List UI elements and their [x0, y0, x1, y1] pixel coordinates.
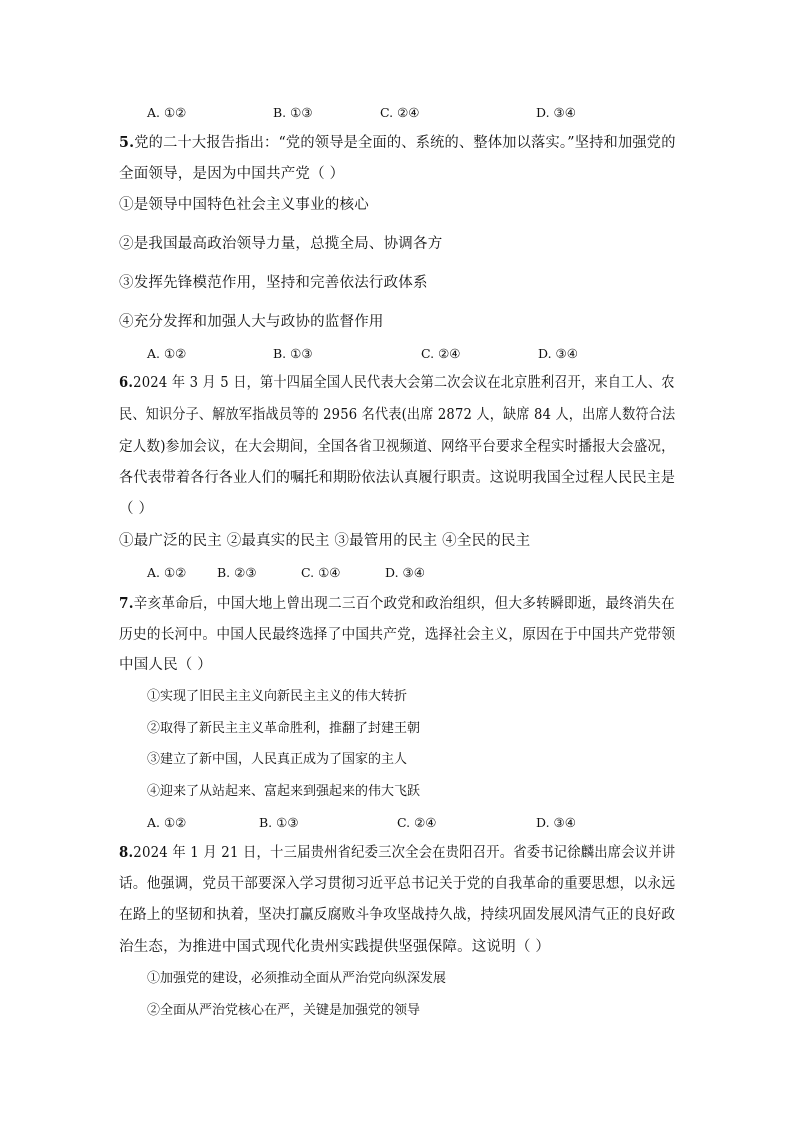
q7-item-4: ④迎来了从站起来、富起来到强起来的伟大飞跃 [147, 784, 421, 799]
q7-option-d: D. ③④ [536, 815, 576, 830]
q8-item-2: ②全面从严治党核心在严，关键是加强党的领导 [147, 1003, 421, 1018]
q4-option-d: D. ③④ [536, 105, 576, 120]
q7-stem-line-1: 7.辛亥革命后，中国大地上曾出现二三百个政党和政治组织，但大多转瞬即逝，最终消失在 [119, 595, 675, 612]
q5-item-2: ②是我国最高政治领导力量，总揽全局、协调各方 [119, 236, 443, 252]
q5-number: 5. [119, 134, 135, 151]
q7-option-b: B. ①③ [259, 815, 299, 830]
q8-item-1: ①加强党的建设，必须推动全面从严治党向纵深发展 [147, 971, 447, 986]
q6-items: ①最广泛的民主 ②最真实的民主 ③最管用的民主 ④全民的民主 [119, 533, 531, 549]
q6-option-a: A. ①② [147, 565, 187, 580]
q6-number: 6. [119, 374, 134, 391]
q6-stem-line-4: 各代表带着各行各业人们的嘱托和期盼依法认真履行职责。这说明我国全过程人民民主是 [119, 470, 676, 486]
q5-stem-line-2: 全面领导，是因为中国共产党（ ） [119, 166, 345, 182]
q5-item-4: ④充分发挥和加强人大与政协的监督作用 [119, 314, 384, 330]
q6-stem-line-5: （ ） [119, 501, 154, 517]
q6-stem-line-2: 民、知识分子、解放军指战员等的 2956 名代表(出席 2872 人，缺席 84 人，出席人数符合法 [119, 407, 676, 423]
q8-stem-line-3: 在路上的坚韧和执着，坚决打赢反腐败斗争攻坚战持久战，持续巩固发展风清气正的良好政 [119, 907, 676, 923]
q4-option-c: C. ②④ [380, 105, 420, 120]
q6-stem-line-1: 6.2024 年 3 月 5 日，第十四届全国人民代表大会第二次会议在北京胜利召开，来自工人、农 [119, 374, 675, 391]
q4-option-a: A. ①② [147, 105, 187, 120]
q7-item-3: ③建立了新中国，人民真正成为了国家的主人 [147, 752, 408, 767]
q8-stem-line-1: 8.2024 年 1 月 21 日，十三届贵州省纪委三次全会在贵阳召开。省委书记徐麟出席会议并讲 [119, 844, 676, 861]
q5-option-a: A. ①② [147, 346, 187, 361]
q5-option-c: C. ②④ [421, 346, 461, 361]
q6-option-c: C. ①④ [301, 565, 341, 580]
q6-option-d: D. ③④ [385, 565, 425, 580]
q5-option-d: D. ③④ [538, 346, 578, 361]
q6-option-b: B. ②③ [217, 565, 257, 580]
q7-item-1: ①实现了旧民主主义向新民主主义的伟大转折 [147, 689, 408, 704]
q8-stem-line-4: 治生态，为推进中国式现代化贵州实践提供坚强保障。这说明（ ） [119, 939, 551, 955]
q7-option-c: C. ②④ [397, 815, 437, 830]
q7-stem-line-2: 历史的长河中。中国人民最终选择了中国共产党，选择社会主义，原因在于中国共产党带领 [119, 627, 676, 643]
q7-option-a: A. ①② [147, 815, 187, 830]
q7-stem-line-3: 中国人民（ ） [119, 657, 213, 673]
q5-item-3: ③发挥先锋模范作用，坚持和完善依法行政体系 [119, 275, 428, 291]
q5-stem-line-1: 5.党的二十大报告指出：“党的领导是全面的、系统的、整体加以落实。”坚持和加强党的 [119, 134, 676, 151]
q4-option-b: B. ①③ [273, 105, 313, 120]
q7-number: 7. [119, 595, 134, 612]
q6-stem-line-3: 定人数)参加会议，在大会期间，全国各省卫视频道、网络平台要求全程实时播报大会盛况， [119, 439, 675, 455]
q5-option-b: B. ①③ [273, 346, 313, 361]
q8-number: 8. [119, 844, 134, 861]
q5-item-1: ①是领导中国特色社会主义事业的核心 [119, 197, 369, 213]
q8-stem-line-2: 话。他强调，党员干部要深入学习贯彻习近平总书记关于党的自我革命的重要思想，以永远 [119, 876, 676, 892]
q7-item-2: ②取得了新民主主义革命胜利，推翻了封建王朝 [147, 721, 421, 736]
